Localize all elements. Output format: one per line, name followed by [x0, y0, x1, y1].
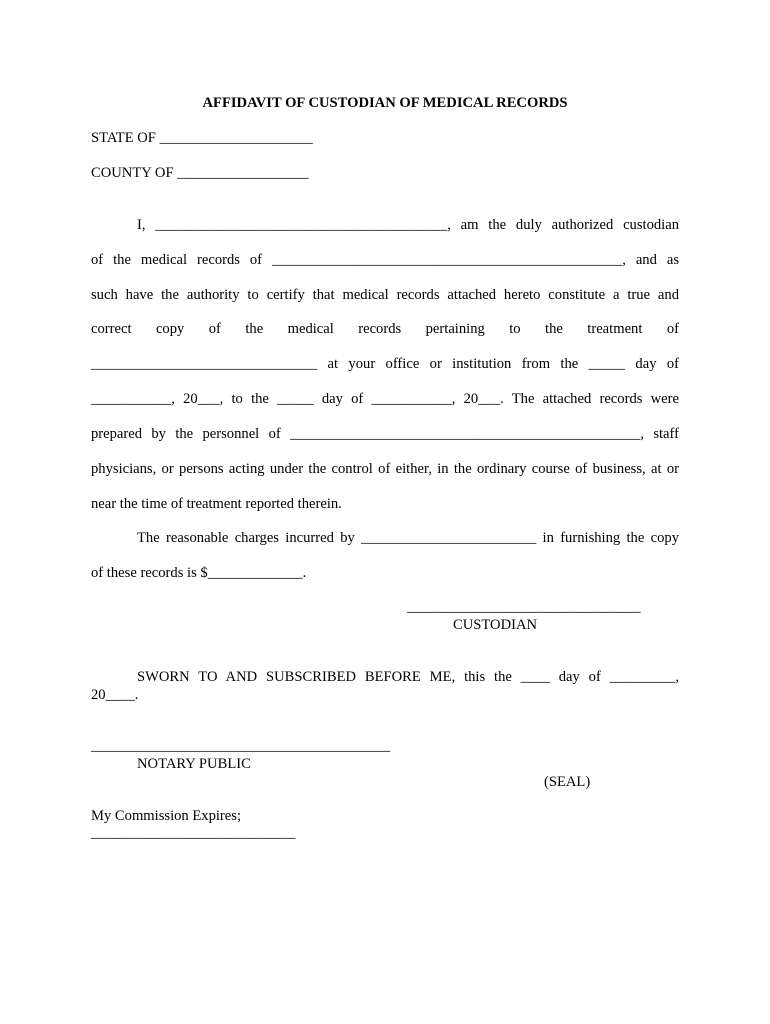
custodian-label: CUSTODIAN: [453, 617, 538, 633]
custodian-signature-line: ________________________________: [407, 599, 641, 615]
body-line-9: near the time of treatment reported therein.: [91, 496, 342, 512]
sworn-line-2: 20____.: [91, 687, 139, 703]
document-title: AFFIDAVIT OF CUSTODIAN OF MEDICAL RECORDS: [202, 95, 568, 111]
body-line-7: prepared by the personnel of ________________________________________________, staff: [91, 426, 679, 442]
body-line-2: of the medical records of ________________________________________________, and as: [91, 252, 679, 268]
body-line-3: such have the authority to certify that medical records attached hereto constitute a true and: [91, 287, 679, 303]
notary-signature-line: _________________________________________: [91, 738, 391, 754]
state-field: STATE OF _____________________: [91, 130, 313, 146]
body-line-5: _______________________________ at your office or institution from the _____ day of: [91, 356, 679, 372]
body-line-6: ___________, 20___, to the _____ day of ___________, 20___. The attached records were: [91, 391, 679, 407]
commission-label: My Commission Expires;: [91, 808, 241, 824]
body-line-8: physicians, or persons acting under the control of either, in the ordinary course of business, at or: [91, 461, 679, 477]
sworn-line-1: SWORN TO AND SUBSCRIBED BEFORE ME, this the ____ day of _________,: [137, 669, 679, 685]
county-field: COUNTY OF __________________: [91, 165, 309, 181]
body-line-4: correct copy of the medical records pertaining to the treatment of: [91, 321, 679, 337]
seal-label: (SEAL): [544, 774, 591, 790]
notary-label: NOTARY PUBLIC: [137, 756, 251, 772]
body-line-1: I, ________________________________________, am the duly authorized custodian: [137, 217, 679, 233]
charges-line-2: of these records is $_____________.: [91, 565, 307, 581]
commission-line: ____________________________: [91, 825, 296, 841]
charges-line-1: The reasonable charges incurred by ________________________ in furnishing the copy: [137, 530, 679, 546]
